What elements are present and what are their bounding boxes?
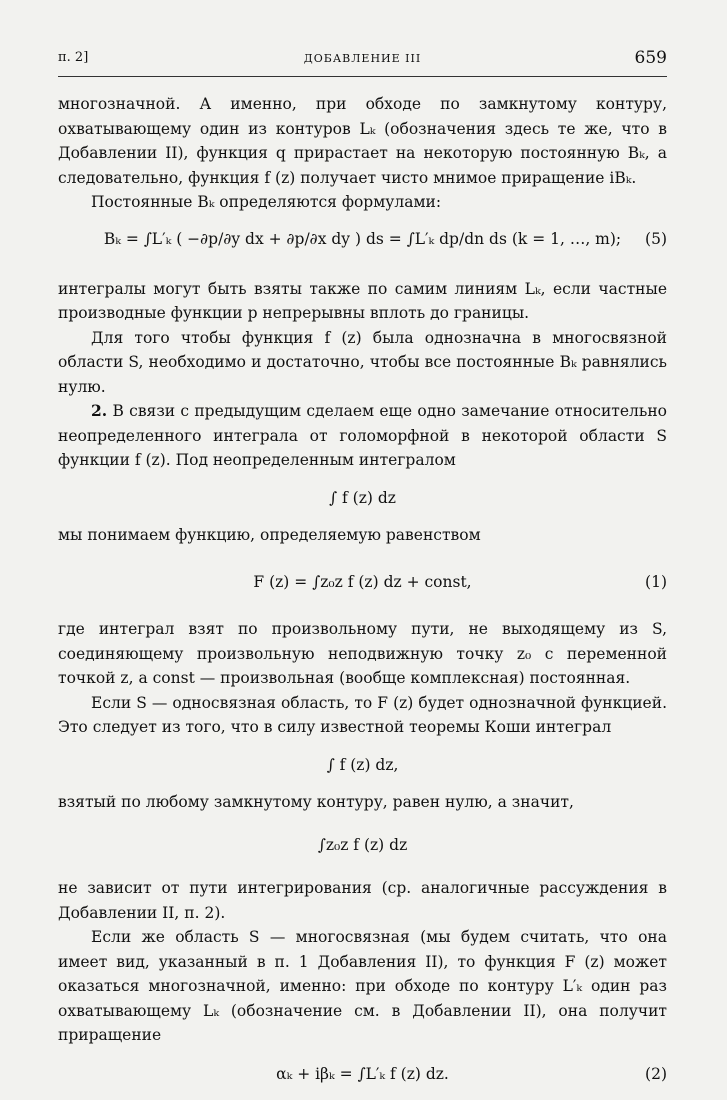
paragraph-8: Если S — односвязная область, то F (z) будет однозначной функцией. Это следует из того, что в силу известной теоремы Коши интеграл — [58, 693, 667, 736]
equation-5-body: Bₖ = ∫L′ₖ ( −∂p/∂y dx + ∂p/∂x dy ) ds = ∫L′ₖ dp/dn ds (k = 1, …, m); — [103, 229, 622, 248]
running-title: ДОБАВЛЕНИЕ III — [303, 52, 422, 65]
paragraph-11: Если же область S — многосвязная (мы будем считать, что она имеет вид, указанный в п. 1 Добавления II), то функция F (z) может оказаться многозначной, именно: при обходе по контуру L′ₖ один раз охватывающему Lₖ (обозначение см. в Добавлении II), она получит приращение — [58, 928, 667, 1044]
paragraph-3: интегралы могут быть взяты также по самим линиям Lₖ, если частные производные функции p непрерывны вплоть до границы. — [58, 279, 667, 322]
page-header — [58, 50, 667, 70]
equation-2-number: (2) — [645, 1064, 667, 1083]
equation-closed-integral — [58, 740, 667, 790]
paragraph-5 — [58, 399, 667, 473]
paragraph-5-text: В связи с предыдущим сделаем еще одно замечание относительно неопределенного интеграла от голоморфной в некоторой области S функции f (z). Под неопределенным интегралом — [58, 402, 667, 469]
equation-1-body: F (z) = ∫z₀z f (z) dz + const, — [253, 573, 472, 591]
paragraph-2: Постоянные Bₖ определяются формулами: — [91, 193, 442, 211]
paragraph-6: мы понимаем функцию, определяемую равенством — [58, 525, 481, 544]
section-number: 2. — [91, 401, 108, 420]
paragraph-7: где интеграл взят по произвольному пути, не выходящему из S, соединяющему произвольную неподвижную точку z₀ с переменной точкой z, а const — произвольная (вообще комплексная) постоянная. — [58, 620, 667, 687]
equation-closed-integral-body: ∫ f (z) dz, — [326, 755, 399, 774]
equation-indefinite-integral-body: ∫ f (z) dz — [329, 488, 396, 507]
equation-5 — [58, 215, 667, 277]
paragraph-10: не зависит от пути интегрирования (ср. аналогичные рассуждения в Добавлении II, п. 2). — [58, 879, 667, 922]
equation-definite-integral — [58, 814, 667, 876]
equation-5-number: (5) — [645, 229, 667, 248]
equation-indefinite-integral — [58, 473, 667, 523]
paragraph-9: взятый по любому замкнутому контуру, равен нулю, а значит, — [58, 792, 574, 811]
page-number: 659 — [634, 48, 667, 68]
header-rule — [58, 76, 667, 77]
section-ref: п. 2] — [58, 50, 89, 65]
page-body — [58, 92, 667, 1100]
paragraph-1: многозначной. А именно, при обходе по замкнутому контуру, охватывающему один из контуров Lₖ (обозначения здесь те же, что в Добавлении II), функция q прирастает на некоторую постоянную Bₖ, а следовательно, функция f (z) получает чисто мнимое приращение iBₖ. — [58, 95, 667, 187]
equation-2 — [58, 1048, 667, 1100]
equation-1-number: (1) — [645, 573, 667, 591]
equation-definite-integral-body: ∫z₀z f (z) dz — [317, 836, 408, 854]
equation-2-body: αₖ + iβₖ = ∫L′ₖ f (z) dz. — [276, 1064, 449, 1083]
equation-1 — [58, 547, 667, 617]
paragraph-4: Для того чтобы функция f (z) была однозначна в многосвязной области S, необходимо и достаточно, чтобы все постоянные Bₖ равнялись нулю. — [58, 328, 667, 396]
